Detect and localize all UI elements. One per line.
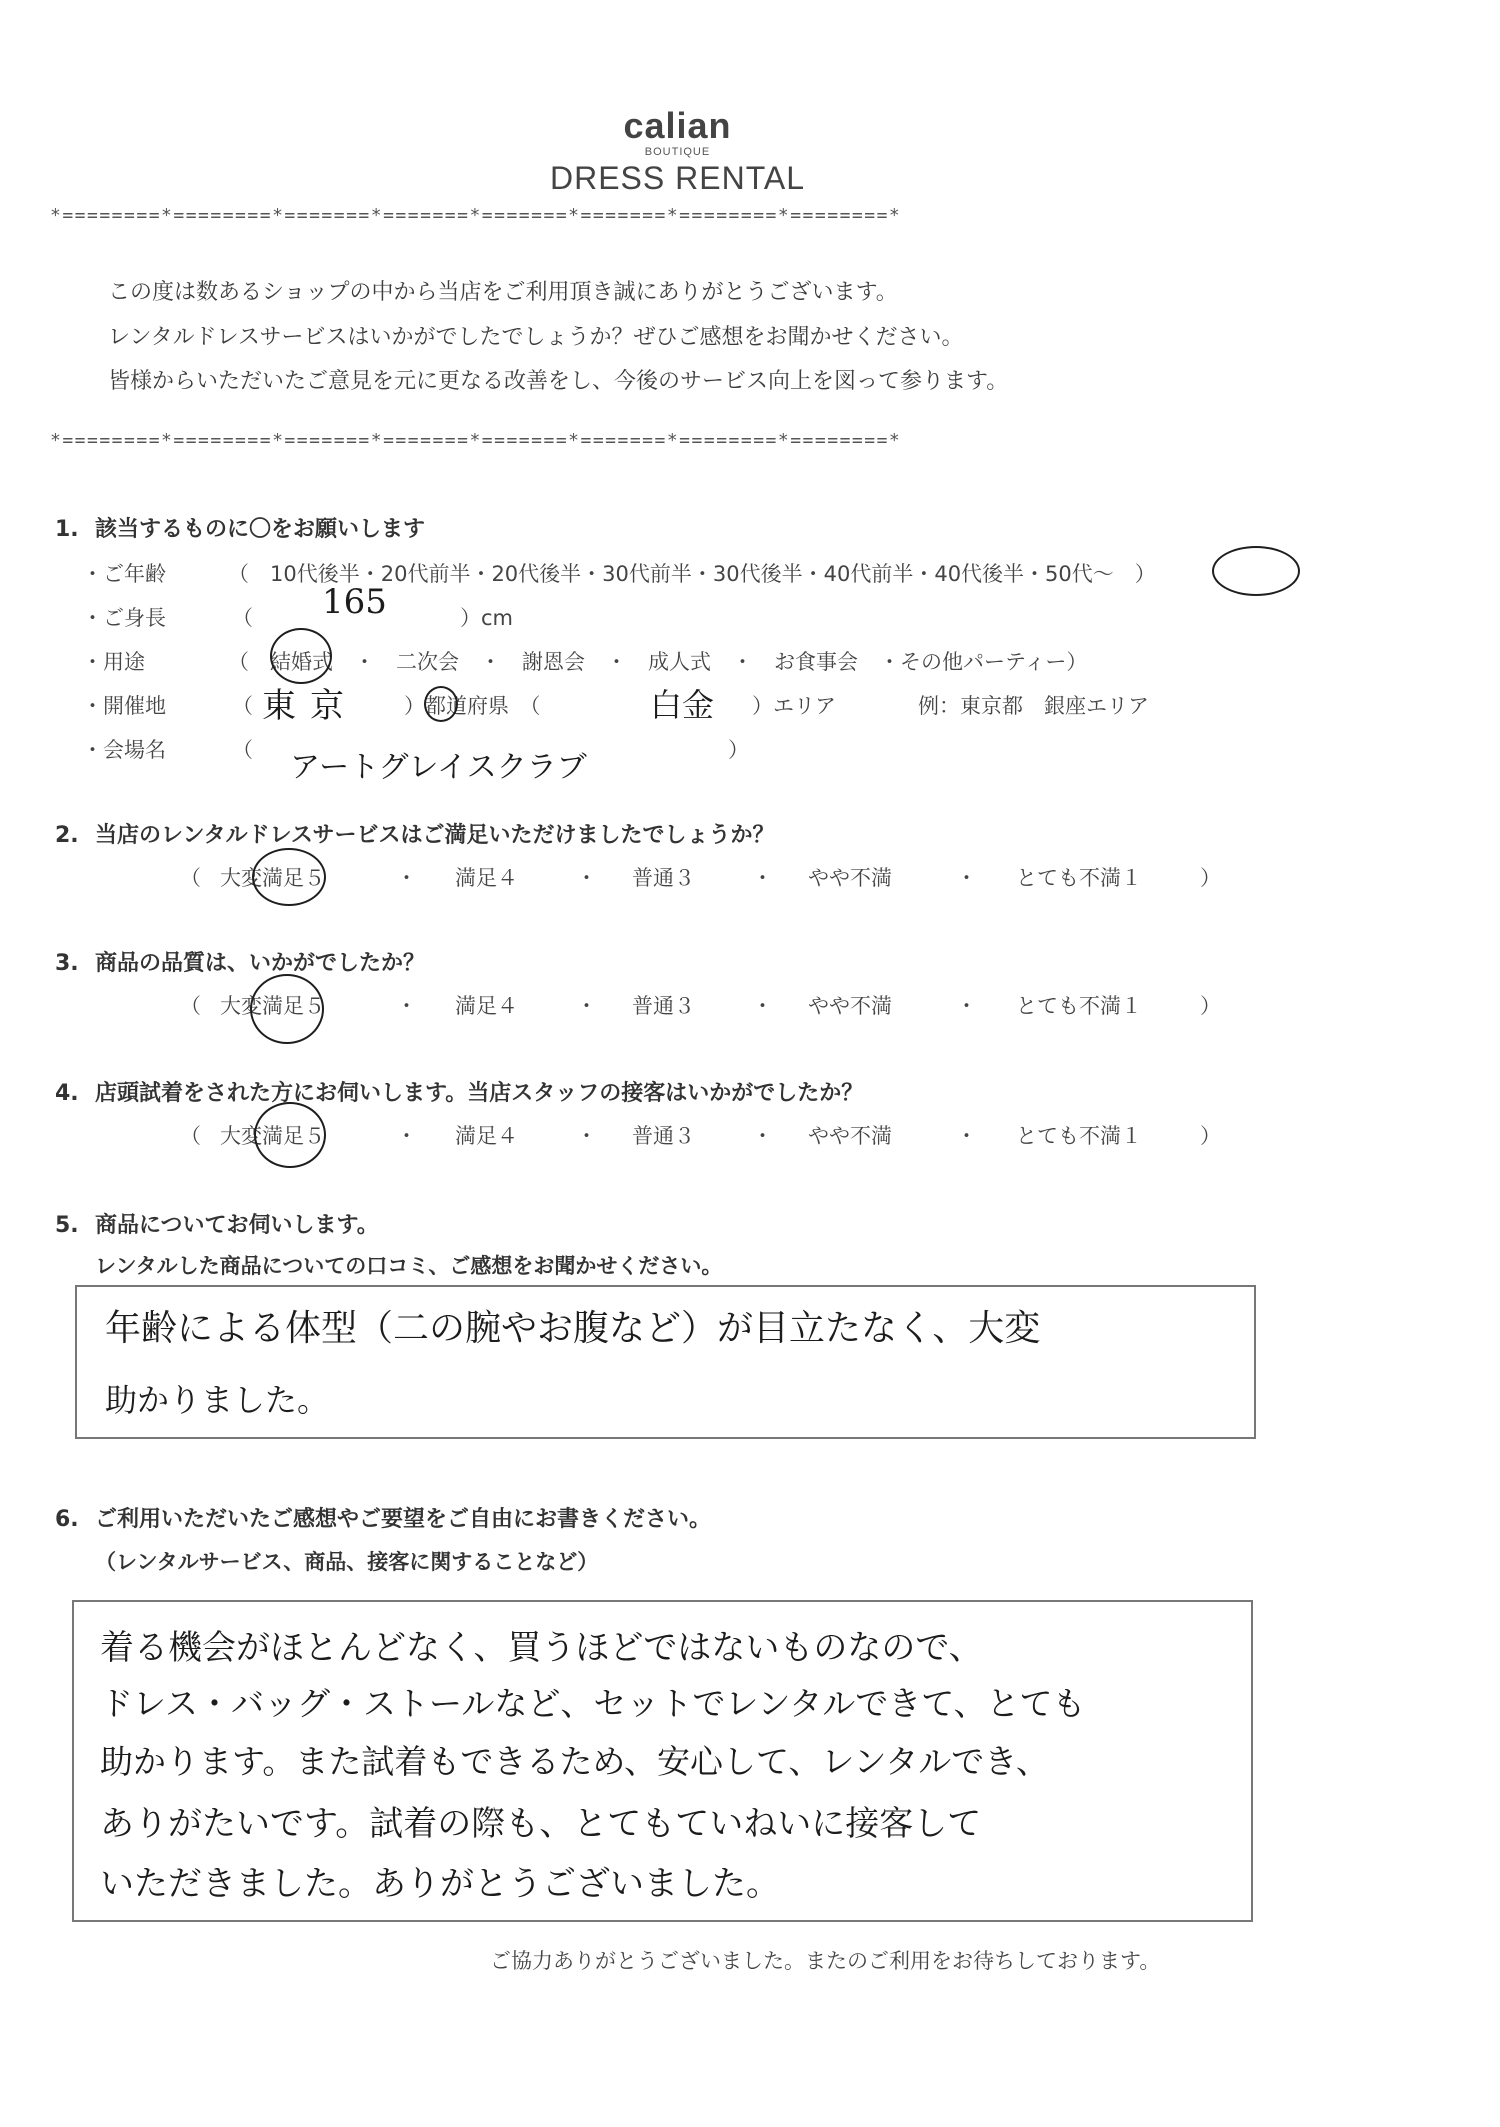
rating-close-paren: ） [1200,1124,1221,1148]
question-6-subtitle: （レンタルサービス、商品、接客に関することなど） [95,1550,599,1574]
venue-area-value: 白金 [650,686,715,724]
rating-separator: ・ [396,1124,417,1148]
rating-separator: ・ [752,866,773,890]
rating-option-very-dissatisfied: とても不満１ [1016,866,1142,890]
age-label: ・ご年齢 [82,562,166,586]
question-3-title [55,946,425,977]
brand-logo: calian [623,105,732,146]
venue-open-paren: （ [232,694,253,718]
rating-open-paren: （ [180,866,201,890]
prefecture-selection-circle [424,686,458,722]
question-2-text: 当店のレンタルドレスサービスはご満足いただけましたでしょうか？ [95,823,775,848]
question-4-number: 4. [55,1081,79,1106]
rating-separator: ・ [956,994,977,1018]
rating-separator: ・ [396,866,417,890]
rating-option-somewhat-dissatisfied: やや不満 [808,994,892,1018]
age-options: （ 10代後半・20代前半・20代後半・30代前半・30代後半・40代前半・40代後半・50代〜 ） [228,562,1156,586]
rating-option-satisfied: 満足４ [455,866,518,890]
question-6-answer-line-1: 着る機会がほとんどなく、買うほどではないものなので、 [100,1628,983,1668]
question-2-title [55,818,774,849]
rating-option-satisfied: 満足４ [455,994,518,1018]
divider-top: *========*========*=======*=======*=======*=======*========*========* [50,205,902,226]
question-3-number: 3. [55,951,79,976]
venue-label: ・開催地 [82,694,166,718]
rating-option-very-dissatisfied: とても不満１ [1016,1124,1142,1148]
height-label: ・ご身長 [82,606,166,630]
rating-close-paren: ） [1200,994,1221,1018]
rating-separator: ・ [576,866,597,890]
question-5-text: 商品についてお伺いします。 [95,1213,379,1238]
rating-option-satisfied: 満足４ [455,1124,518,1148]
hall-close-paren: ） [728,738,749,762]
question-3-text: 商品の品質は、いかがでしたか？ [95,951,426,976]
rating-option-very-dissatisfied: とても不満１ [1016,994,1142,1018]
question-2-selection-circle [252,848,326,906]
intro-line-1: この度は数あるショップの中から当店をご利用頂き誠にありがとうございます。 [108,280,898,305]
question-6-answer-line-3: 助かります。また試着もできるため、安心して、レンタルでき、 [100,1742,1049,1781]
question-6-answer-line-4: ありがたいです。試着の際も、とてもていねいに接客して [100,1804,982,1844]
purpose-label: ・用途 [82,650,145,674]
rating-option-normal: 普通３ [632,994,695,1018]
brand-subtitle: BOUTIQUE [644,146,711,158]
height-open-paren: （ [232,606,253,630]
rating-separator: ・ [752,994,773,1018]
rating-separator: ・ [752,1124,773,1148]
rating-option-normal: 普通３ [632,866,695,890]
hall-open-paren: （ [232,738,253,762]
divider-bottom: *========*========*=======*=======*=======*=======*========*========* [50,430,902,451]
rating-separator: ・ [396,994,417,1018]
rating-option-very-satisfied: 大変満足５ [220,1124,325,1148]
rating-separator: ・ [576,994,597,1018]
venue-prefecture-suffix: ）都道府県 （ [404,694,541,718]
question-6-text: ご利用いただいたご感想やご要望をご自由にお書きください。 [95,1507,712,1532]
venue-prefecture-value: 東京 [262,686,358,726]
question-1-text: 該当するものに〇をお願いします [95,517,426,542]
rating-open-paren: （ [180,994,201,1018]
rating-open-paren: （ [180,1124,201,1148]
age-selection-circle [1212,546,1300,596]
question-5-answer-line-1: 年齢による体型（二の腕やお腹など）が目立たなく、大変 [105,1308,1041,1349]
question-1-title [55,512,425,543]
question-6-number: 6. [55,1507,79,1532]
intro-line-2: レンタルドレスサービスはいかがでしたでしょうか？ぜひご感想をお聞かせください。 [108,325,964,350]
closing-message: ご協力ありがとうございました。またのご利用をお待ちしております。 [490,1949,1161,1973]
rating-option-very-satisfied: 大変満足５ [220,866,325,890]
question-6-title [55,1502,711,1533]
rating-close-paren: ） [1200,866,1221,890]
height-unit: ）cm [460,606,514,630]
question-2-number: 2. [55,823,79,848]
question-4-selection-circle [254,1102,326,1168]
question-3-selection-circle [250,974,324,1044]
rating-option-very-satisfied: 大変満足５ [220,994,325,1018]
rating-option-somewhat-dissatisfied: やや不満 [808,866,892,890]
question-6-answer-line-5: いただきました。ありがとうございました。 [100,1864,780,1904]
rating-separator: ・ [576,1124,597,1148]
question-5-answer-line-2: 助かりました。 [105,1381,330,1419]
question-4-title [55,1076,863,1107]
purpose-options: （ 結婚式 ・ 二次会 ・ 謝恩会 ・ 成人式 ・ お食事会 ・その他パーティー） [228,650,1088,674]
hall-value: アートグレイスクラブ [290,750,587,785]
height-value: 165 [322,582,387,622]
rating-option-normal: 普通３ [632,1124,695,1148]
question-5-number: 5. [55,1213,79,1238]
rating-separator: ・ [956,866,977,890]
question-5-subtitle: レンタルした商品についての口コミ、ご感想をお聞かせください。 [95,1254,723,1278]
purpose-selection-circle [270,628,332,684]
question-1-number: 1. [55,517,79,542]
question-5-title [55,1208,379,1239]
hall-label: ・会場名 [82,738,166,762]
rating-option-somewhat-dissatisfied: やや不満 [808,1124,892,1148]
intro-line-3: 皆様からいただいたご意見を元に更なる改善をし、今後のサービス向上を図って参ります。 [108,369,1009,394]
question-4-text: 店頭試着をされた方にお伺いします。当店スタッフの接客はいかがでしたか？ [95,1081,864,1106]
venue-example: 例：東京都 銀座エリア [918,694,1149,718]
rating-separator: ・ [956,1124,977,1148]
venue-area-suffix: ）エリア [752,694,836,718]
question-6-answer-line-2: ドレス・バッグ・ストールなど、セットでレンタルできて、とても [100,1684,1086,1723]
page-title: DRESS RENTAL [549,160,805,196]
